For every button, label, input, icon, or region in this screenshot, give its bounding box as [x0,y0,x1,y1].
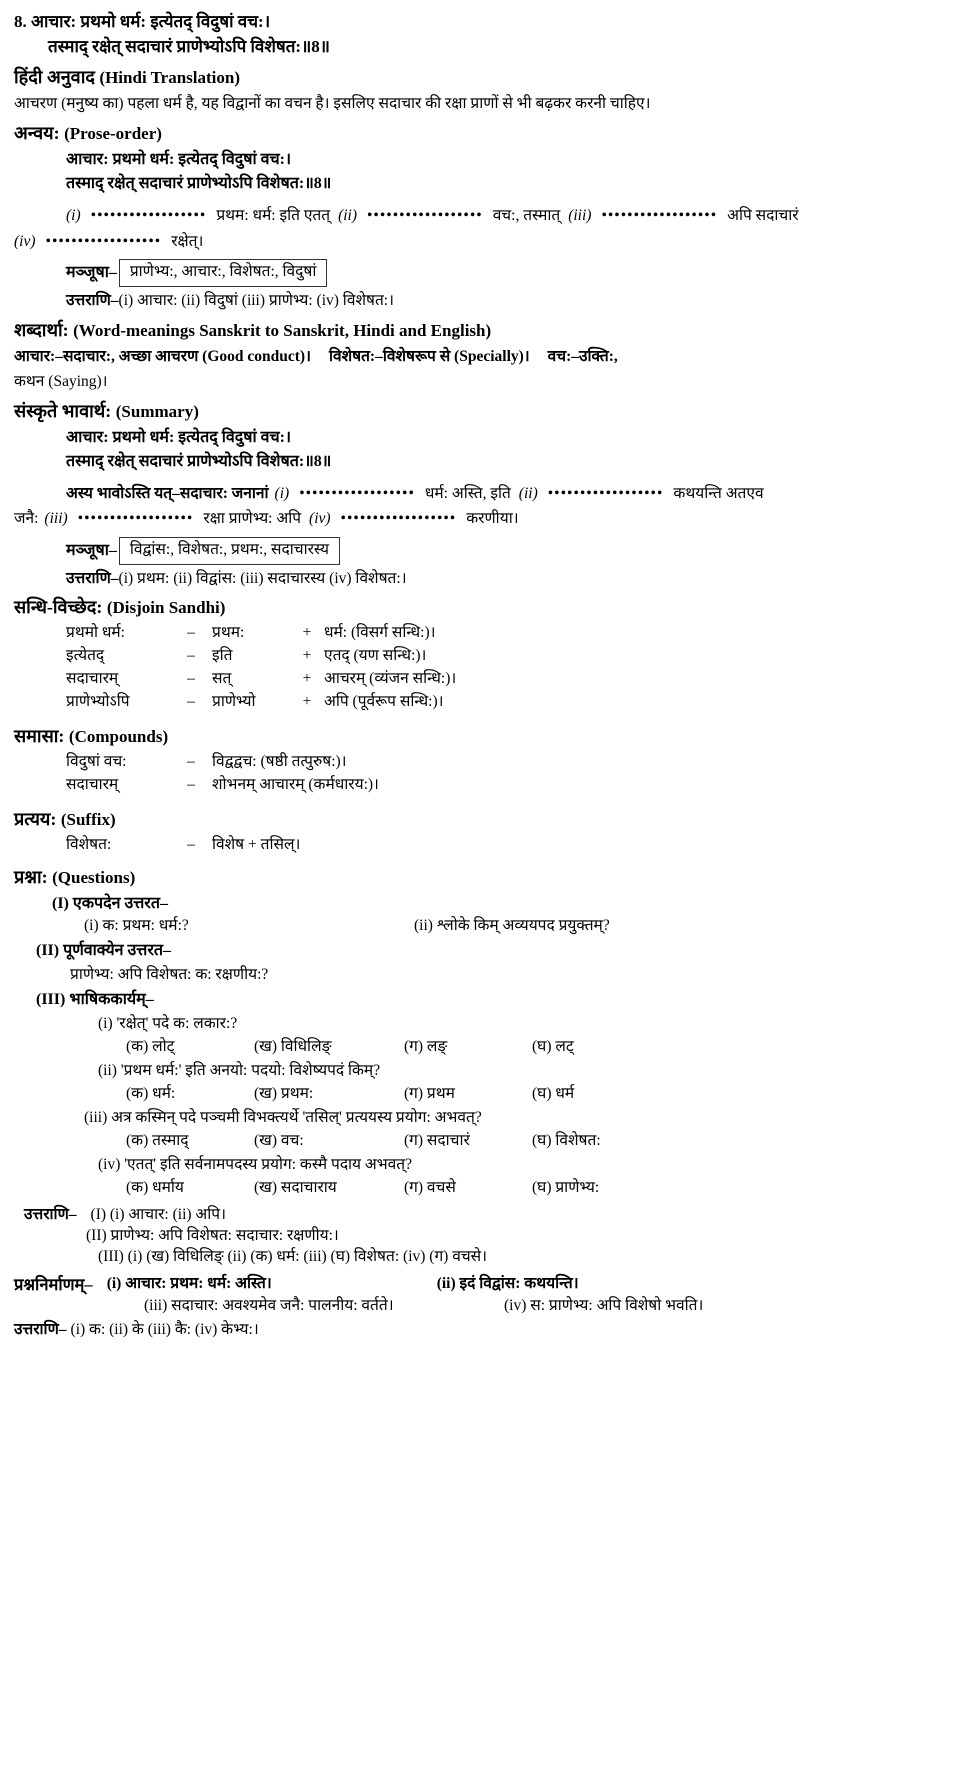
sandhi-dash: – [187,624,195,642]
answers-label: उत्तराणि– [66,569,119,587]
section-heading-word-meanings [14,318,942,343]
mcq-option-d[interactable]: (घ) लट् [532,1037,574,1055]
suffix-dash: – [187,835,195,853]
table-row [62,668,460,691]
mcq-options-4 [14,1178,942,1199]
mcq-option-b[interactable]: (ख) प्रथम: [254,1085,314,1103]
heading-dev: प्रश्ना: [14,866,48,887]
heading-dev: सन्धि-विच्छेद: [14,597,103,618]
sandhi-part-1: प्रथम: [212,624,245,642]
heading-en: (Compounds) [68,727,169,747]
blank-marker-ii: (ii) [518,485,538,503]
heading-en: (Questions) [52,867,136,887]
summary-text-1: धर्म: अस्ति, इति [424,485,511,503]
compound-result: शोभनम् आचारम् (कर्मधारय:)। [212,775,379,793]
section-heading-questions [14,865,942,890]
mcq-question-2: (ii) 'प्रथम धर्म:' इति अनयो: पदयो: विशेष्यपदं किम्? [98,1061,381,1079]
question-formation-item-2: (ii) इदं विद्वांस: कथयन्ति। [436,1275,579,1293]
sandhi-part-1: सत् [212,670,232,688]
sandhi-part-1: इति [212,647,233,665]
hindi-translation-text: आचरण (मनुष्य का) पहला धर्म है, यह विद्वानों का वचन है। इसलिए सदाचार की रक्षा प्राणों से भी बढ़कर करनी चाहिए। [14,95,651,113]
section-heading-sandhi [14,595,942,620]
mcq-option-b[interactable]: (ख) वच: [254,1132,304,1150]
dots-3: •••••••••••••••••• [601,207,718,225]
anvaya-text-2: वच:, तस्मात् [492,207,561,225]
dots-5: •••••••••••••••••• [299,485,415,503]
heading-dev: अन्वय: [14,123,60,144]
section-heading-anvaya [14,121,942,146]
blank-marker-ii: (ii) [338,207,357,225]
mcq-option-b[interactable]: (ख) सदाचाराय [254,1179,337,1197]
mcq-option-a[interactable]: (क) धर्म: [126,1085,176,1103]
sandhi-plus: + [302,647,312,665]
dots-6: •••••••••••••••••• [547,485,664,503]
compound-word: विदुषां वच: [66,753,127,771]
anvaya-answers [14,291,942,312]
dots-7: •••••••••••••••••• [77,510,194,528]
table-row [62,622,460,645]
manjusha-label: मञ्जूषा– [66,264,117,282]
sandhi-part-2: धर्म: (विसर्ग सन्धि:)। [324,624,436,642]
question-formation-item-1: (i) आचार: प्रथम: धर्म: अस्ति। [106,1275,272,1293]
compounds-table [62,751,383,797]
dots-1: •••••••••••••••••• [90,207,207,225]
answers-label: उत्तराणि– [66,291,119,309]
answers-label: उत्तराणि– [24,1206,77,1224]
answers-text-1: (I) (i) आचार: (ii) अपि। [90,1206,226,1224]
questions-part-1-row [14,916,942,937]
anvaya-text-1: प्रथम: धर्म: इति एतत् [216,207,331,225]
blank-marker-i: (i) [274,485,290,503]
compound-dash: – [187,753,195,771]
heading-dev: हिंदी अनुवाद [14,67,95,88]
heading-en: (Hindi Translation) [99,68,241,88]
questions-part-2-label: (II) पूर्णवाक्येन उत्तरत– [36,942,172,960]
sandhi-part-1: प्राणेभ्यो [212,693,256,711]
manjusha-label: मञ्जूषा– [66,541,117,559]
answers-text: (i) आचार: (ii) विदुषां (iii) प्राणेभ्य: (iv) विशेषत:। [118,291,394,309]
table-row [62,691,460,714]
final-answers-text: (i) क: (ii) के (iii) कै: (iv) केभ्य:। [70,1321,259,1339]
verse-line-1: आचार: प्रथमो धर्म: इत्येतद् विदुषां वच:। [31,12,271,31]
sandhi-part-2: एतद् (यण सन्धि:)। [324,647,427,665]
mcq-option-a[interactable]: (क) लोट् [126,1037,175,1055]
sandhi-part-2: आचरम् (व्यंजन सन्धि:)। [324,670,457,688]
heading-en: (Suffix) [60,809,116,829]
sandhi-dash: – [187,647,195,665]
manjusha-items: विद्वांस:, विशेषत:, प्रथम:, सदाचारस्य [119,537,340,565]
blank-marker-iv: (iv) [14,232,36,250]
suffix-result: विशेष + तसिल्। [212,835,301,853]
summary-text-3: जनै: [14,510,39,528]
mcq-option-b[interactable]: (ख) विधिलिङ् [254,1037,332,1055]
answers-text: (i) प्रथम: (ii) विद्वांस: (iii) सदाचारस्य (iv) विशेषत:। [118,569,407,587]
dots-4: •••••••••••••••••• [45,232,162,250]
summary-verse-line-1: आचार: प्रथमो धर्म: इत्येतद् विदुषां वच:। [66,429,292,447]
summary-fill-line-2 [14,507,942,530]
mcq-option-d[interactable]: (घ) विशेषत: [532,1132,601,1150]
section-heading-compounds [14,724,942,749]
sandhi-word: प्रथमो धर्म: [66,624,125,642]
table-row [62,774,383,797]
summary-text-4: रक्षा प्राणेभ्य: अपि [203,510,302,528]
suffix-word: विशेषत: [66,835,112,853]
mcq-option-d[interactable]: (घ) धर्म [532,1085,575,1103]
question-1: (i) क: प्रथम: धर्म:? [84,917,189,935]
compound-result: विद्वद्वच: (षष्ठी तत्पुरुष:)। [212,753,347,771]
verse-line-2: तस्माद् रक्षेत् सदाचारं प्राणेभ्योऽपि विशेषत:॥8॥ [48,36,330,56]
sandhi-word: सदाचारम् [66,670,119,688]
word-meaning-3: वच:–उक्ति:, [547,347,618,365]
anvaya-text-4: रक्षेत्। [171,232,204,250]
word-meaning-2: विशेषत:–विशेषरूप से (Specially)। [328,347,530,365]
verse-block [14,10,942,59]
sandhi-plus: + [302,624,312,642]
heading-en: (Disjoin Sandhi) [106,598,226,618]
question-formation-row-1 [14,1274,942,1296]
mcq-option-d[interactable]: (घ) प्राणेभ्य: [532,1179,600,1197]
compound-word: सदाचारम् [66,775,119,793]
heading-dev: समासा: [14,726,65,747]
mcq-question-3: (iii) अत्र कस्मिन् पदे पञ्चमी विभक्त्यर्थे 'तसिल्' प्रत्ययस्य प्रयोग: अभवत्? [84,1108,482,1126]
word-meaning-1: आचार:–सदाचार:, अच्छा आचरण (Good conduct)। [14,347,311,365]
summary-answers [14,569,942,590]
sandhi-dash: – [187,693,195,711]
sandhi-word: इत्येतद् [66,647,105,665]
anvaya-fill-line-1 [14,204,942,227]
questions-part-3-label: (III) भाषिककार्यम्– [36,991,154,1009]
blank-marker-iii: (iii) [568,207,592,225]
mcq-question-4: (iv) 'एतत्' इति सर्वनामपदस्य प्रयोग: कस्मै पदाय अभवत्? [98,1156,412,1174]
summary-text-lead: अस्य भावोऽस्ति यत्–सदाचार: जनानां [66,485,269,503]
summary-manjusha [14,537,942,565]
anvaya-text-3: अपि सदाचारं [727,207,799,225]
word-meanings-line-1 [14,345,942,368]
mcq-option-a[interactable]: (क) धर्माय [126,1179,184,1197]
dots-8: •••••••••••••••••• [340,510,457,528]
heading-dev: प्रत्यय: [14,808,57,829]
mcq-options-1 [14,1037,942,1058]
section-heading-summary [14,399,942,424]
dots-2: •••••••••••••••••• [367,207,483,225]
questions-part-2-q1: प्राणेभ्य: अपि विशेषत: क: रक्षणीय:? [70,965,269,983]
sandhi-word: प्राणेभ्योऽपि [66,693,130,711]
table-row [62,751,383,774]
heading-en: (Summary) [115,402,199,422]
heading-en: (Prose-order) [64,124,162,144]
word-meanings-line-2: कथन (Saying)। [14,372,108,390]
heading-dev: शब्दार्था: [14,319,69,340]
blank-marker-iv: (iv) [309,510,331,528]
sandhi-plus: + [302,670,312,688]
mcq-option-c[interactable]: (ग) लङ् [404,1037,448,1055]
anvaya-fill-line-2 [14,230,942,253]
anvaya-verse-line-1: आचार: प्रथमो धर्म: इत्येतद् विदुषां वच:। [66,151,292,169]
heading-en: (Word-meanings Sanskrit to Sanskrit, Hindi and English) [73,320,492,340]
question-formation-row-2 [14,1296,942,1317]
table-row [62,645,460,668]
blank-marker-i: (i) [66,207,81,225]
compound-dash: – [187,775,195,793]
mcq-option-c[interactable]: (ग) सदाचारं [404,1132,470,1150]
summary-verse-line-2: तस्माद् रक्षेत् सदाचारं प्राणेभ्योऽपि विशेषत:॥8॥ [66,453,332,471]
mcq-options-2 [14,1084,942,1105]
final-answers-label: उत्तराणि– [14,1321,67,1339]
section-heading-hindi-translation [14,65,942,90]
sandhi-plus: + [302,693,312,711]
mcq-options-3 [14,1131,942,1152]
questions-part-1-label: (I) एकपदेन उत्तरत– [52,894,168,912]
summary-fill-line-1 [14,482,942,505]
section-heading-suffix [14,807,942,832]
mcq-option-c[interactable]: (ग) प्रथम [404,1085,455,1103]
anvaya-verse-line-2: तस्माद् रक्षेत् सदाचारं प्राणेभ्योऽपि विशेषत:॥8॥ [66,175,332,193]
question-2: (ii) श्लोके किम् अव्ययपद प्रयुक्तम्? [414,917,610,935]
final-answers-row [14,1320,942,1341]
sandhi-dash: – [187,670,195,688]
answers-line-3: (III) (i) (ख) विधिलिङ् (ii) (क) धर्म: (iii) (घ) विशेषत: (iv) (ग) वचसे। [98,1248,488,1266]
mcq-option-a[interactable]: (क) तस्माद् [126,1132,189,1150]
anvaya-manjusha [14,259,942,287]
summary-text-5: करणीया। [466,510,519,528]
blank-marker-iii: (iii) [44,510,68,528]
question-formation-label: प्रश्ननिर्माणम्– [14,1275,93,1295]
table-row [62,834,304,857]
manjusha-items: प्राणेभ्य:, आचार:, विशेषत:, विदुषां [119,259,328,287]
answers-line-1 [14,1205,942,1226]
question-formation-item-4: (iv) स: प्राणेभ्य: अपि विशेषो भवति। [504,1297,704,1315]
verse-number: 8. [14,12,27,31]
question-formation-item-3: (iii) सदाचार: अवश्यमेव जनै: पालनीय: वर्तते। [144,1297,394,1315]
suffix-table [62,834,304,857]
sandhi-part-2: अपि (पूर्वरूप सन्धि:)। [324,693,444,711]
mcq-option-c[interactable]: (ग) वचसे [404,1179,456,1197]
heading-dev: संस्कृते भावार्थ: [14,401,112,422]
sandhi-table [62,622,460,714]
answers-block [14,1205,942,1268]
mcq-question-1: (i) 'रक्षेत्' पदे क: लकार:? [98,1014,238,1032]
summary-text-2: कथयन्ति अतएव [673,485,764,503]
answers-line-2: (II) प्राणेभ्य: अपि विशेषत: सदाचार: रक्षणीय:। [86,1227,339,1245]
